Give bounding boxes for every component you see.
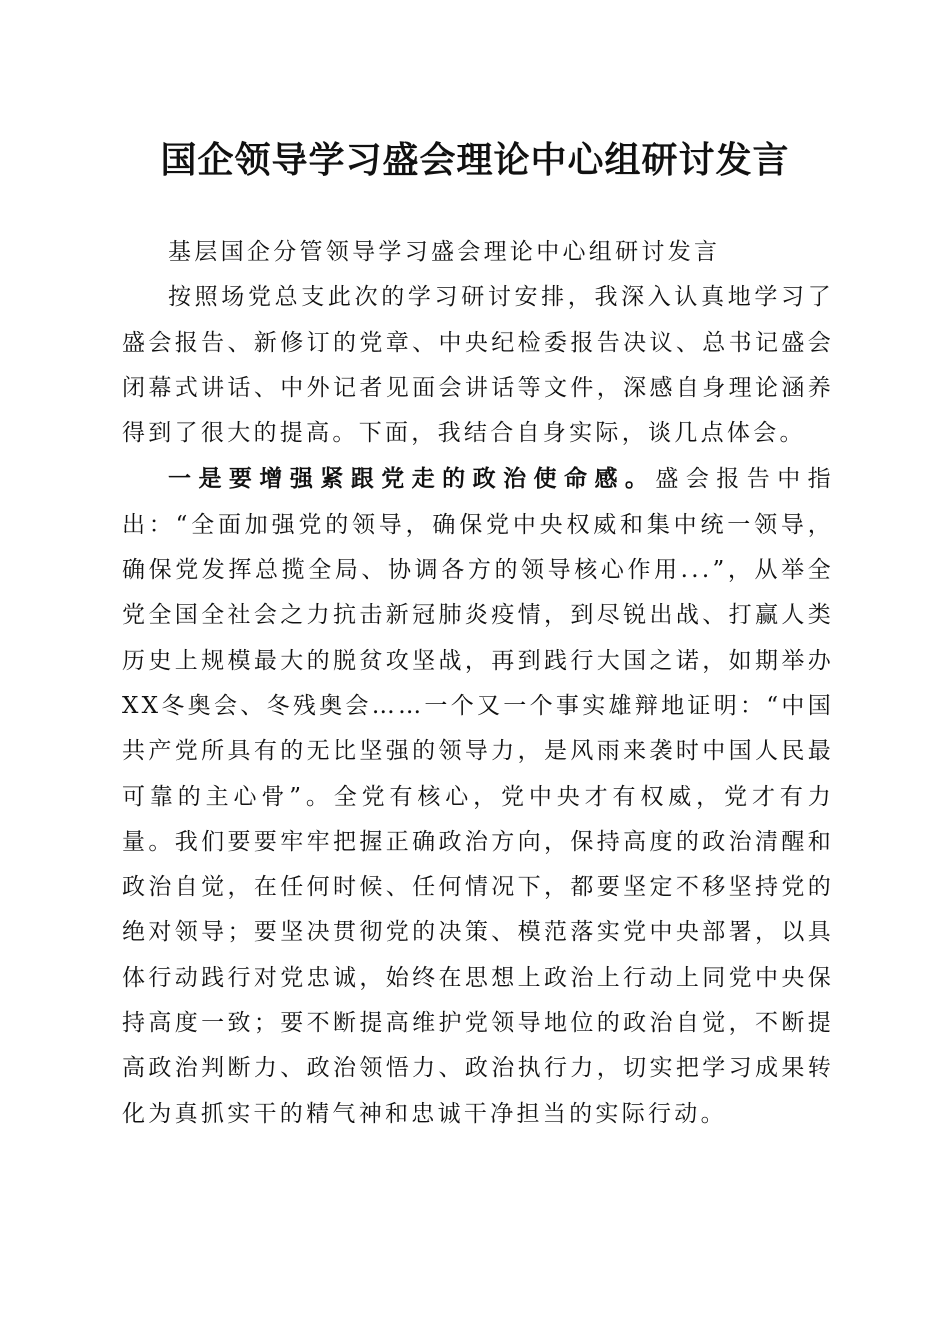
intro-paragraph [122,275,834,456]
point-one-paragraph [122,456,834,1136]
subtitle-paragraph [122,230,834,275]
paragraph-text: 基层国企分管领导学习盛会理论中心组研讨发言 [168,239,721,265]
document-title: 国企领导学习盛会理论中心组研讨发言 [160,139,790,181]
paragraph-lead: 一是要增强紧跟党走的政治使命感。 [168,465,656,493]
paragraph-text: 按照场党总支此次的学习研讨安排，我深入认真地学习了盛会报告、新修订的党章、中央纪检委报告决议、总书记盛会闭幕式讲话、中外记者见面会讲话等文件，深感自身理论涵养得到了很大的提高。下面，我结合自身实际，谈几点体会。 [122,284,834,447]
document-body [122,230,834,1137]
paragraph-text: 盛会报告中指出：“全面加强党的领导，确保党中央权威和集中统一领导，确保党发挥总揽全局、协调各方的领导核心作用...”，从举全党全国全社会之力抗击新冠肺炎疫情，到尽锐出战、打赢人类历史上规模最大的脱贫攻坚战，再到践行大国之诺，如期举办XX冬奥会、冬残奥会……一个又一个事实雄辩地证明：“中国共产党所具有的无比坚强的领导力，是风雨来袭时中国人民最可靠的主心骨”。全党有核心，党中央才有权威，党才有力量。我们要要牢牢把握正确政治方向，保持高度的政治清醒和政治自觉，在任何时候、任何情况下，都要坚定不移坚持党的绝对领导；要坚决贯彻党的决策、模范落实党中央部署，以具体行动践行对党忠诚，始终在思想上政治上行动上同党中央保持高度一致；要不断提高维护党领导地位的政治自觉，不断提高政治判断力、政治领悟力、政治执行力，切实把学习成果转化为真抓实干的精气神和忠诚干净担当的实际行动。 [122,466,834,1127]
